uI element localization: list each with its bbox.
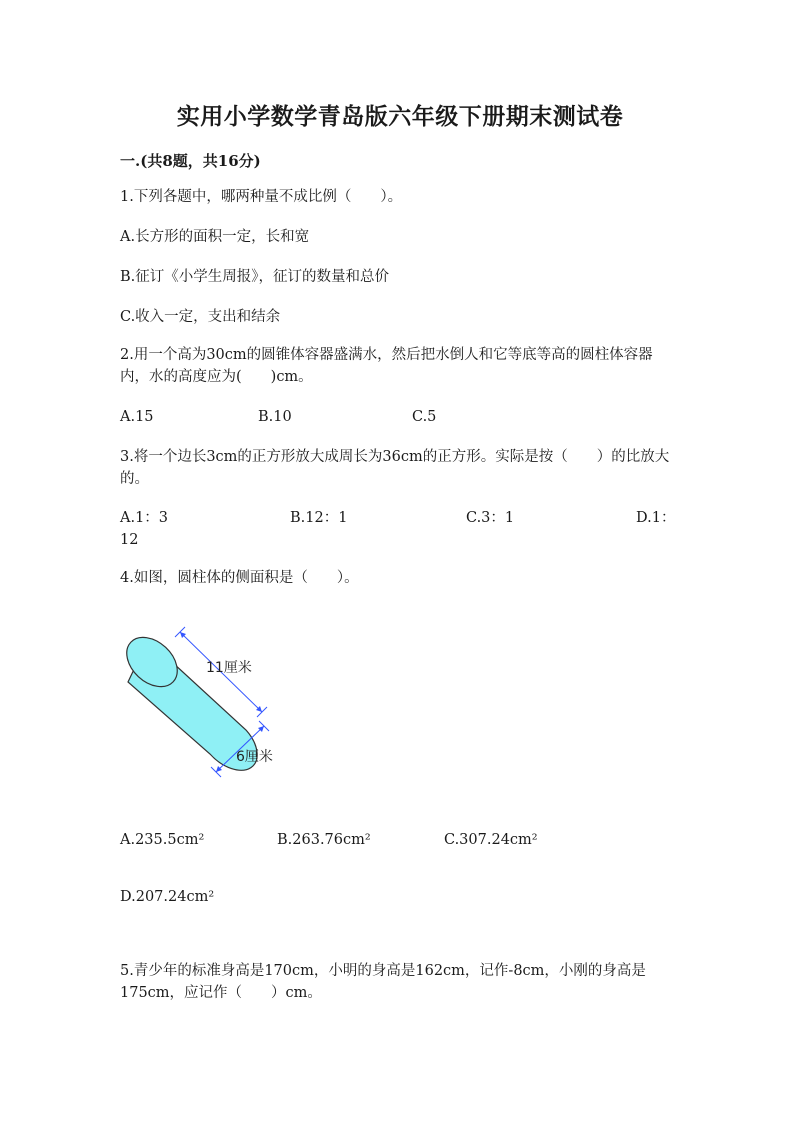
question-4-option-c: C.307.24cm² (444, 832, 538, 848)
question-3-option-b: B.12：1 (290, 510, 348, 526)
question-3-stem: 3.将一个边长3cm的正方形放大成周长为36cm的正方形。实际是按（ ）的比放大的。 (120, 449, 670, 487)
question-3-option-c: C.3：1 (466, 510, 515, 526)
question-1-option-b: B.征订《小学生周报》，征订的数量和总价 (120, 269, 390, 285)
question-2-option-a: A.15 (120, 409, 154, 425)
length-label: 11厘米 (206, 660, 252, 676)
question-4-option-b: B.263.76cm² (277, 832, 371, 848)
question-1-stem: 1.下列各题中，哪两种量不成比例（ ）。 (120, 189, 403, 205)
question-4-stem: 4.如图，圆柱体的侧面积是（ ）。 (120, 570, 359, 586)
page-title: 实用小学数学青岛版六年级下册期末测试卷 (176, 103, 624, 130)
question-4-option-d: D.207.24cm² (120, 889, 215, 905)
cylinder-figure (118, 620, 298, 790)
question-5-stem: 5.青少年的标准身高是170cm，小明的身高是162cm，记作-8cm，小刚的身高是175cm，应记作（ ）cm。 (120, 963, 646, 1001)
question-1-option-a: A.长方形的面积一定，长和宽 (120, 229, 310, 245)
question-3-option-d-continued: 12 (120, 532, 139, 548)
question-2-stem: 2.用一个高为30cm的圆锥体容器盛满水，然后把水倒人和它等底等高的圆柱体容器内，水的高度应为( )cm。 (120, 347, 653, 385)
question-1-option-c: C.收入一定，支出和结余 (120, 309, 281, 325)
question-4-option-a: A.235.5cm² (120, 832, 205, 848)
question-3-option-d: D.1： (636, 510, 676, 526)
section-header: 一.(共8题，共16分) (120, 152, 261, 170)
question-2-option-c: C.5 (412, 409, 437, 425)
question-2-option-b: B.10 (258, 409, 292, 425)
question-3-option-a: A.1：3 (120, 510, 169, 526)
diameter-label: 6厘米 (236, 749, 273, 765)
cylinder-diagram (118, 620, 298, 790)
